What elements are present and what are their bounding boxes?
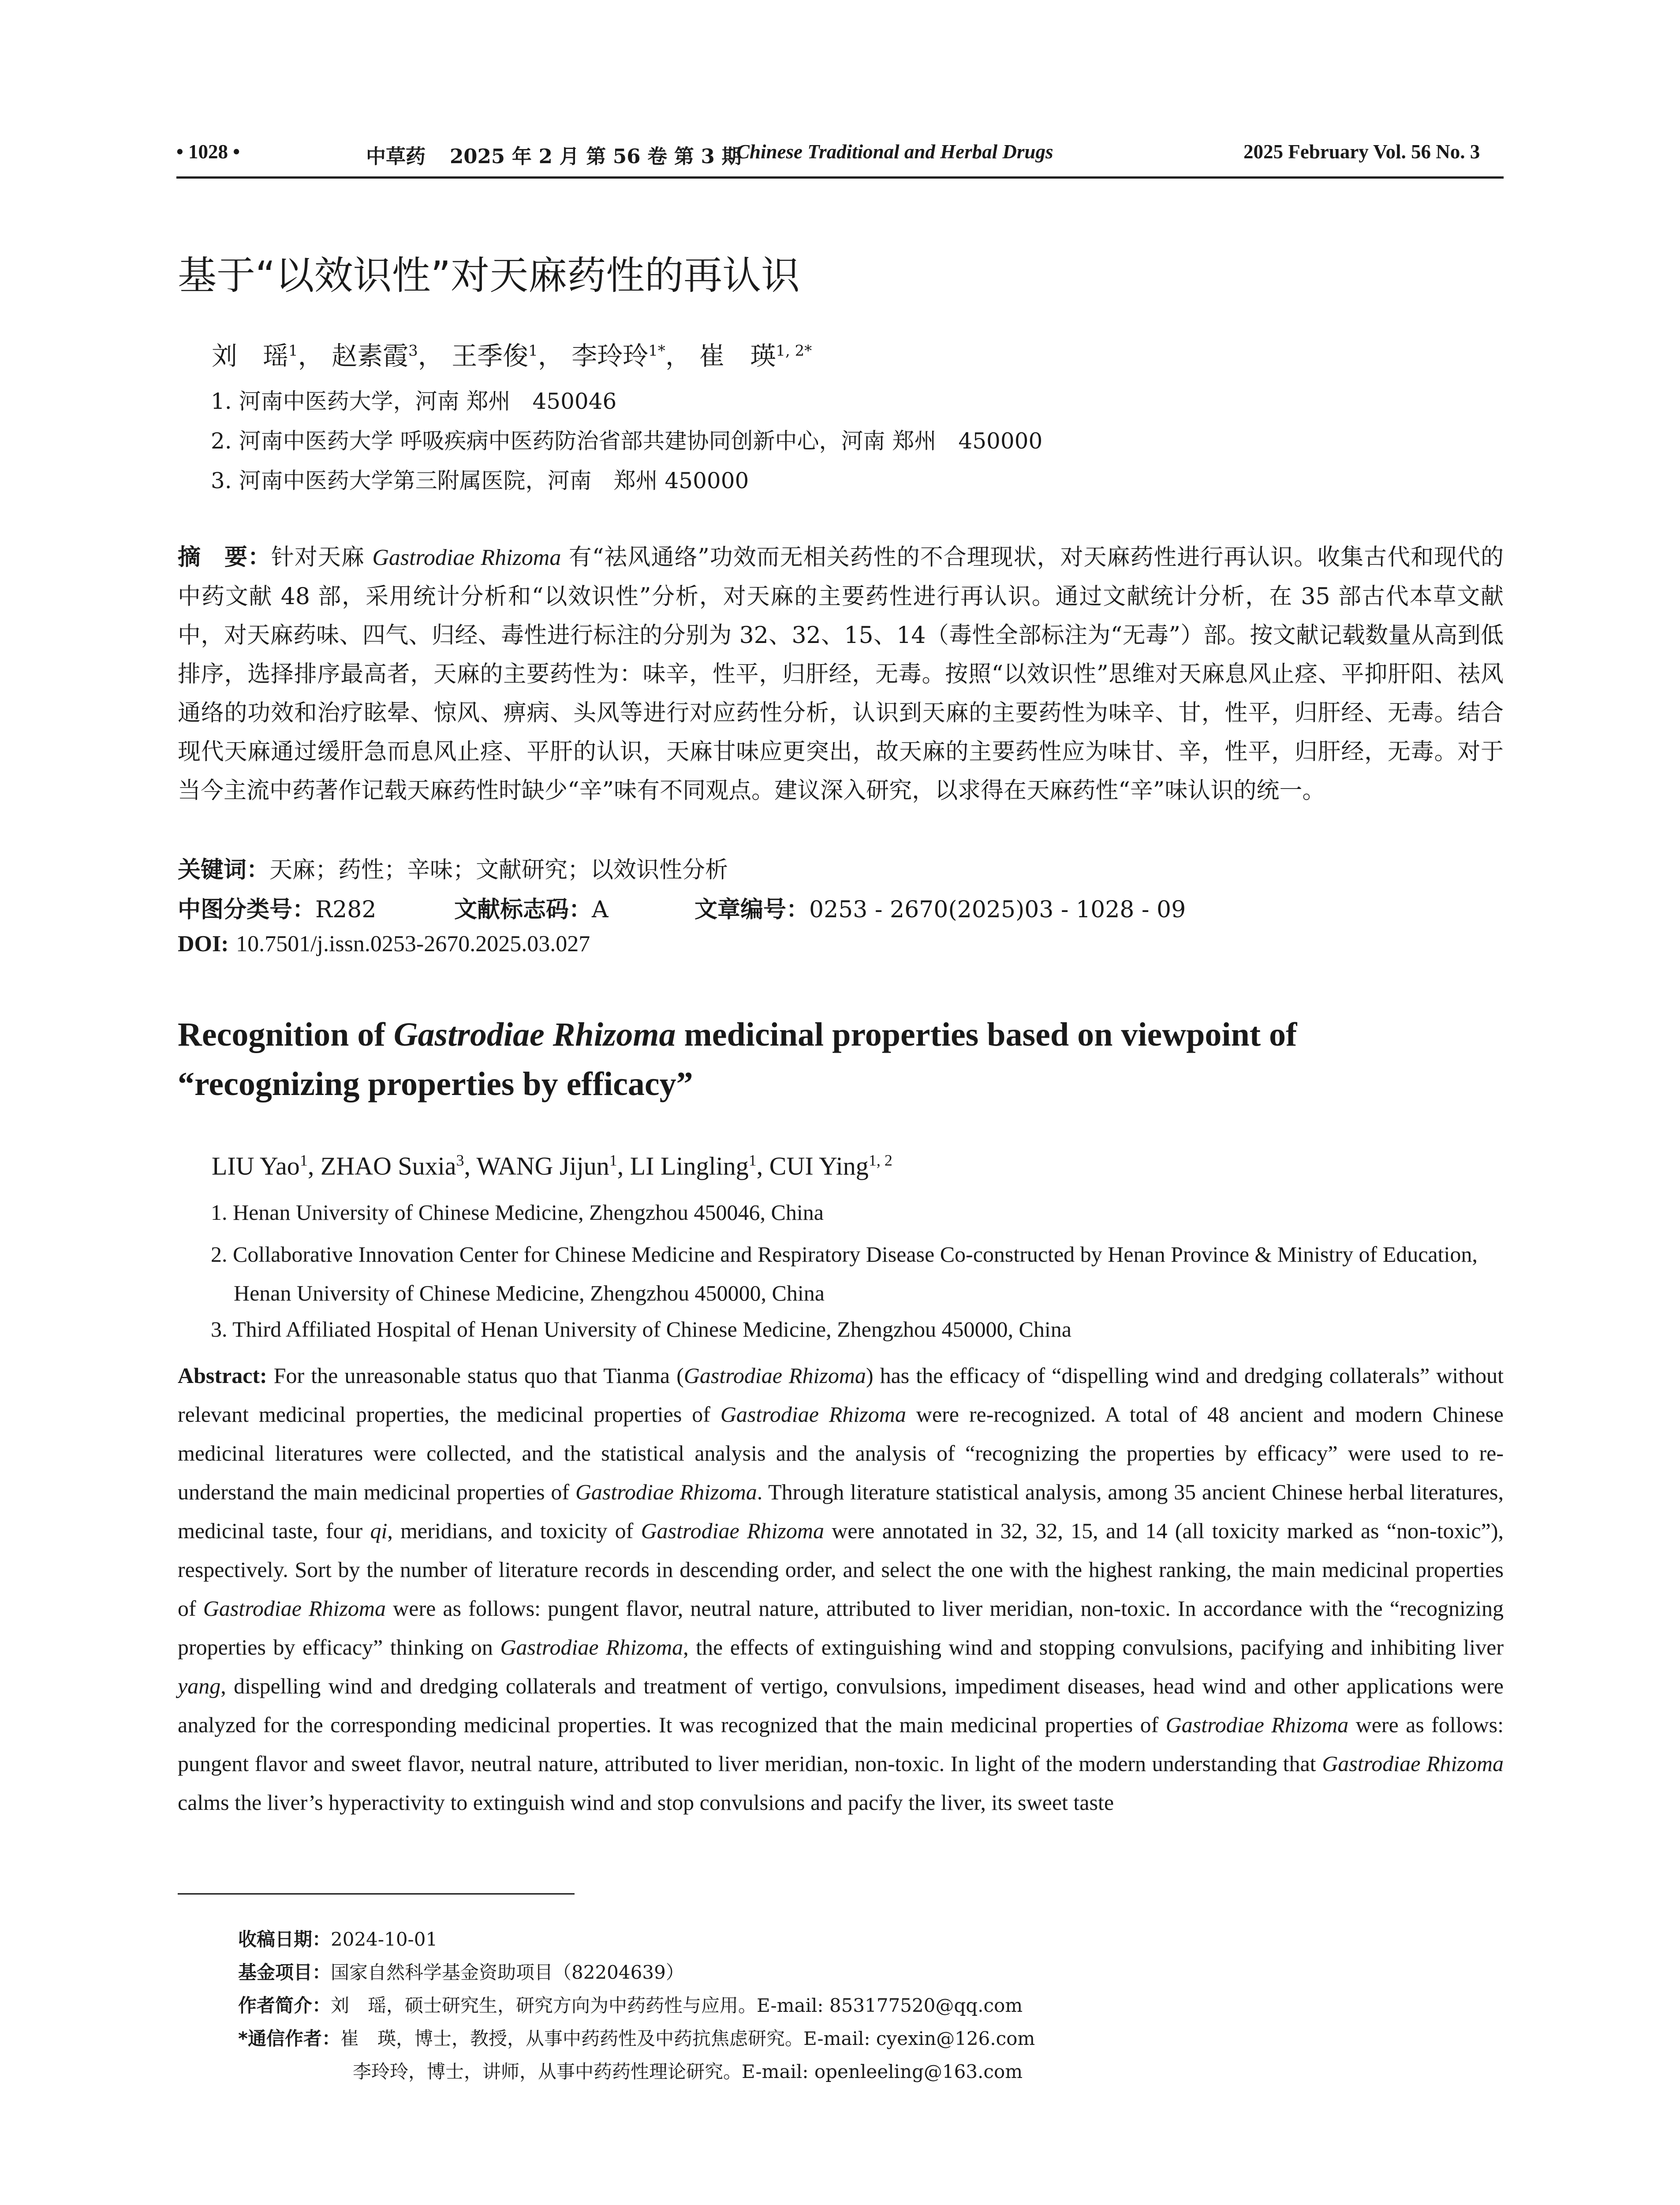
issue-zh: 2025 年 2 月 第 56 卷 第 3 期 xyxy=(450,145,742,168)
latin-name: Gastrodiae Rhizoma xyxy=(372,545,561,570)
abstract-zh xyxy=(178,538,1504,810)
abstract-text: were annotated in 32, 32, 15, and 14 (all toxicity marked as “non-toxic”), respectively. Sort by the number of literature records in descending order, and select the one with the highest ranking, the main medicinal properties of xyxy=(178,1518,1504,1621)
author-sup: 3 xyxy=(456,1151,464,1169)
article-number-line xyxy=(694,891,1186,924)
abstract-text: For the unreasonable status quo that Tianma ( xyxy=(267,1363,684,1388)
document-code-line xyxy=(454,891,609,924)
italic-term: Gastrodiae Rhizoma xyxy=(500,1635,683,1659)
author-en: LI Lingling xyxy=(630,1151,749,1181)
abstract-text: . Through literature statistical analysis, among 35 ancient Chinese herbal literatures, medicinal taste, four xyxy=(178,1480,1504,1543)
abstract-text: were as follows: pungent flavor and sweet flavor, neutral nature, attributed to liver meridian, non-toxic. In light of the modern understanding that xyxy=(178,1712,1504,1776)
article-no-value: 0253 - 2670(2025)03 - 1028 - 09 xyxy=(809,897,1186,923)
corresponding-text: 崔 瑛，博士，教授，从事中药药性及中药抗焦虑研究。E-mail: cyexin@126.com xyxy=(340,2028,1035,2049)
header-rule xyxy=(176,176,1504,179)
title-text: “recognizing properties by efficacy” xyxy=(178,1065,693,1102)
affiliation-zh: 2. 河南中医药大学 呼吸疾病中医药防治省部共建协同创新中心，河南 郑州 450000 xyxy=(211,428,1043,454)
author-sup: 1 xyxy=(299,1151,308,1169)
affiliation-en: 1. Henan University of Chinese Medicine, Zhengzhou 450046, China xyxy=(211,1200,824,1225)
journal-name-zh: 中草药 xyxy=(366,145,426,168)
latin-name: Gastrodiae Rhizoma xyxy=(393,1016,676,1053)
author-bio-label: 作者简介： xyxy=(238,1995,331,2016)
author-en: WANG Jijun xyxy=(476,1151,609,1181)
footnote-received xyxy=(238,1925,437,1951)
received-date: 2024-10-01 xyxy=(331,1928,438,1950)
abstract-text: calms the liver’s hyperactivity to extinguish wind and stop convulsions and pacify the liver, its sweet taste xyxy=(178,1790,1114,1815)
author-sup: 1, 2* xyxy=(776,342,812,360)
author-zh: 王季俊 xyxy=(452,341,529,371)
italic-term: qi xyxy=(370,1518,388,1543)
affiliation-en: 3. Third Affiliated Hospital of Henan University of Chinese Medicine, Zhengzhou 450000, China xyxy=(211,1317,1071,1342)
italic-term: Gastrodiae Rhizoma xyxy=(720,1402,906,1427)
corresponding-label: *通信作者： xyxy=(238,2028,340,2049)
clc-label: 中图分类号： xyxy=(178,897,316,923)
footnote-rule xyxy=(178,1893,575,1895)
title-en xyxy=(178,1010,1504,1109)
classification-line xyxy=(178,891,376,924)
clc-value: R282 xyxy=(315,897,377,923)
author-en: LIU Yao xyxy=(212,1151,300,1181)
running-header xyxy=(176,140,1504,171)
abstract-text: were as follows: pungent flavor, neutral nature, attributed to liver meridian, non-toxic. In accordance with the “recognizing properties by efficacy” thinking on xyxy=(178,1596,1504,1659)
author-sup: 1 xyxy=(609,1151,617,1169)
article-no-label: 文章编号： xyxy=(694,897,810,923)
author-sup: 1 xyxy=(748,1151,757,1169)
italic-term: Gastrodiae Rhizoma xyxy=(1322,1751,1504,1776)
author-bio-text: 刘 瑶，硕士研究生，研究方向为中药药性与应用。E-mail: 853177520@qq.com xyxy=(331,1995,1023,2016)
footnote-corresponding-2: 李玲玲，博士，讲师，从事中药药性理论研究。E-mail: openleeling@163.com xyxy=(353,2061,1023,2082)
keywords-text: 天麻；药性；辛味；文献研究；以效识性分析 xyxy=(269,857,728,883)
title-text: Recognition of xyxy=(178,1016,394,1053)
received-label: 收稿日期： xyxy=(238,1928,331,1950)
abstract-text: were re-recognized. A total of 48 ancient and modern Chinese medicinal literatures were collected, and the statistical analysis and the analysis of “recognizing the properties by efficacy” were used to re-understand the main medicinal properties of xyxy=(178,1402,1504,1504)
footnote-author xyxy=(238,1991,1023,2018)
affiliation-en: 2. Collaborative Innovation Center for Chinese Medicine and Respiratory Disease Co-constructed by Henan Province & Ministry of Education, Henan University of Chinese Medicine, Zhengzhou 450000, China xyxy=(211,1242,1478,1305)
italic-term: Gastrodiae Rhizoma xyxy=(683,1363,866,1388)
abstract-label-zh: 摘 要： xyxy=(178,544,271,571)
author-zh: 李玲玲 xyxy=(571,341,649,371)
abstract-text: 针对天麻 xyxy=(271,544,373,571)
italic-term: Gastrodiae Rhizoma xyxy=(575,1480,757,1504)
author-zh: 刘 瑶 xyxy=(212,341,289,371)
footnote-fund xyxy=(238,1958,684,1984)
journal-name-en: Chinese Traditional and Herbal Drugs xyxy=(736,141,1053,163)
affiliation-zh: 1. 河南中医药大学，河南 郑州 450046 xyxy=(211,389,617,414)
authors-zh: 刘 瑶$^1$， 赵素霞$^3$， 王季俊$^1$， 李玲玲$^{1*}$， 崔 瑛$^{1, 2*}$ xyxy=(212,341,812,371)
author-en: ZHAO Suxia xyxy=(320,1151,456,1181)
author-sup: 1* xyxy=(648,342,665,360)
issue-en: 2025 February Vol. 56 No. 3 xyxy=(1243,141,1480,163)
abstract-label-en: Abstract: xyxy=(178,1363,267,1388)
fund-label: 基金项目： xyxy=(238,1962,331,1983)
author-sup: 1, 2 xyxy=(868,1151,892,1169)
doi-line xyxy=(178,931,590,957)
footnote-corresponding xyxy=(238,2024,1035,2051)
abstract-text: , meridians, and toxicity of xyxy=(387,1518,641,1543)
keywords-zh xyxy=(178,851,728,884)
author-sup: 1 xyxy=(288,342,298,360)
authors-en: LIU Yao$^1$, ZHAO Suxia$^3$, WANG Jijun$^1$, LI Lingling$^1$, CUI Ying$^{1, 2}$ xyxy=(212,1151,892,1181)
fund-text: 国家自然科学基金资助项目（82204639） xyxy=(331,1962,684,1983)
author-zh: 赵素霞 xyxy=(332,341,409,371)
abstract-text: , dispelling wind and dredging collaterals and treatment of vertigo, convulsions, impediment diseases, head wind and other applications were analyzed for the corresponding medicinal properties. It was recognized that the main medicinal properties of xyxy=(178,1674,1504,1737)
doc-code-value: A xyxy=(592,897,609,923)
author-sup: 3 xyxy=(408,342,418,360)
author-zh: 崔 瑛 xyxy=(699,341,776,371)
doi-value[interactable]: 10.7501/j.issn.0253-2670.2025.03.027 xyxy=(236,931,590,957)
italic-term: Gastrodiae Rhizoma xyxy=(641,1518,824,1543)
abstract-text: 有“祛风通络”功效而无相关药性的不合理现状，对天麻药性进行再认识。收集古代和现代的中药文献 48 部，采用统计分析和“以效识性”分析，对天麻的主要药性进行再认识。通过文献统计分析，在 35 部古代本草文献中，对天麻药味、四气、归经、毒性进行标注的分别为 32、32、15、14（毒性全部标注为“无毒”）部。按文献记载数量从高到低排序，选择排序最高者，天麻的主要药性为：味辛，性平，归肝经，无毒。按照“以效识性”思维对天麻息风止痉、平抑肝阳、祛风通络的功效和治疗眩晕、惊风、痹病、头风等进行对应药性分析，认识到天麻的主要药性为味辛、甘，性平，归肝经、无毒。结合现代天麻通过缓肝急而息风止痉、平肝的认识，天麻甘味应更突出，故天麻的主要药性应为味甘、辛，性平，归肝经，无毒。对于当今主流中药著作记载天麻药性时缺少“辛”味有不同观点。建议深入研究，以求得在天麻药性“辛”味认识的统一。 xyxy=(178,544,1504,804)
abstract-en xyxy=(178,1356,1504,1822)
keywords-label: 关键词： xyxy=(178,857,270,883)
italic-term: Gastrodiae Rhizoma xyxy=(203,1596,386,1621)
affiliation-zh: 3. 河南中医药大学第三附属医院，河南 郑州 450000 xyxy=(211,468,749,493)
abstract-text: , the effects of extinguishing wind and stopping convulsions, pacifying and inhibiting liver xyxy=(683,1635,1504,1659)
author-en: CUI Ying xyxy=(769,1151,869,1181)
italic-term: Gastrodiae Rhizoma xyxy=(1165,1712,1349,1737)
author-sup: 1 xyxy=(528,342,538,360)
abstract-body-en xyxy=(178,1363,1504,1815)
doi-label: DOI: xyxy=(178,931,229,957)
page-number: • 1028 • xyxy=(176,141,240,163)
title-text: medicinal properties based on viewpoint of xyxy=(676,1016,1297,1053)
doc-code-label: 文献标志码： xyxy=(454,897,592,923)
italic-term: yang xyxy=(178,1674,221,1698)
title-zh: 基于“以效识性”对天麻药性的再认识 xyxy=(178,253,800,298)
abstract-text: ) has the efficacy of “dispelling wind and dredging collaterals” without relevant medicinal properties, the medicinal properties of xyxy=(178,1363,1504,1427)
